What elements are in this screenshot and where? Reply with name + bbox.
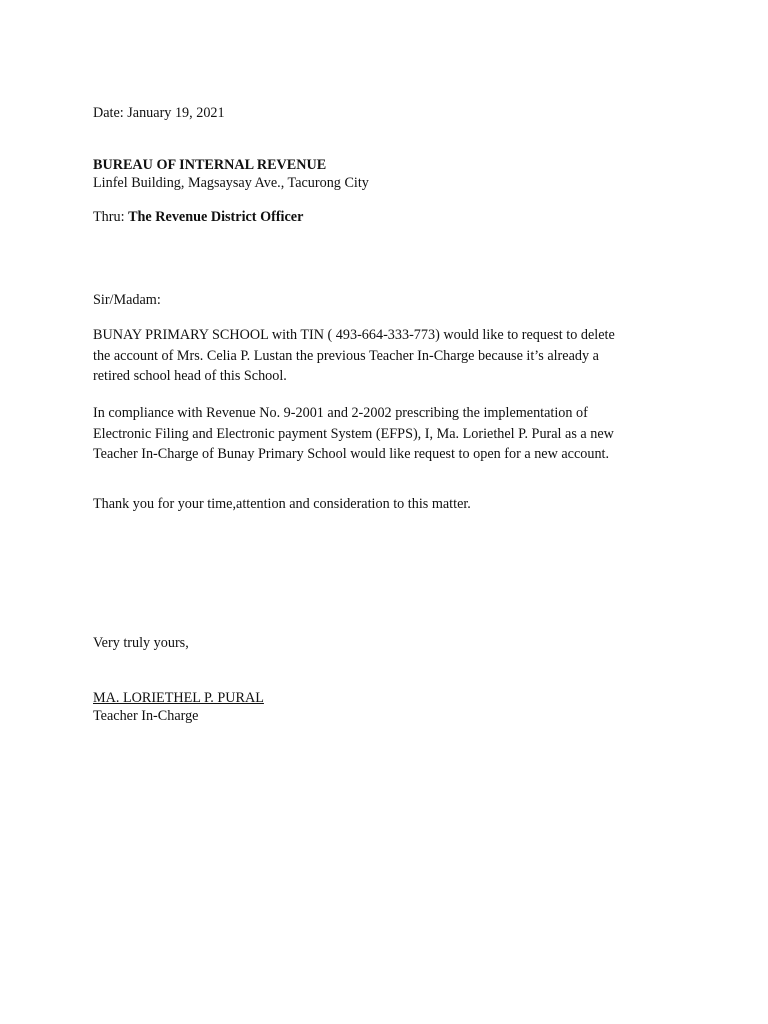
salutation: Sir/Madam:: [93, 292, 161, 308]
signatory-title: Teacher In-Charge: [93, 708, 199, 724]
paragraph-line: retired school head of this School.: [93, 368, 287, 384]
thru-label: Thru:: [93, 209, 129, 225]
paragraph-line: Thank you for your time,attention and consideration to this matter.: [93, 496, 471, 512]
body-paragraph-3: [93, 494, 683, 515]
paragraph-line: the account of Mrs. Celia P. Lustan the previous Teacher In-Charge because it’s already a: [93, 347, 599, 364]
body-paragraph-2: [93, 403, 683, 465]
closing: Very truly yours,: [93, 635, 189, 651]
signatory-name: MA. LORIETHEL P. PURAL: [93, 690, 264, 706]
thru-line: [93, 208, 303, 226]
paragraph-line: Electronic Filing and Electronic payment System (EFPS), I, Ma. Loriethel P. Pural as a new: [93, 425, 614, 442]
paragraph-line: In compliance with Revenue No. 9-2001 and 2-2002 prescribing the implementation of: [93, 405, 588, 421]
recipient-organization: BUREAU OF INTERNAL REVENUE: [93, 157, 327, 173]
paragraph-line: Teacher In-Charge of Bunay Primary School would like request to open for a new account.: [93, 446, 610, 462]
paragraph-line: BUNAY PRIMARY SCHOOL with TIN ( 493-664-333-773) would like to request to delete: [93, 327, 615, 343]
thru-value: The Revenue District Officer: [128, 209, 304, 225]
recipient-address: Linfel Building, Magsaysay Ave., Tacurong City: [93, 175, 369, 191]
body-paragraph-1: [93, 325, 683, 387]
letter-date: Date: January 19, 2021: [93, 105, 225, 121]
